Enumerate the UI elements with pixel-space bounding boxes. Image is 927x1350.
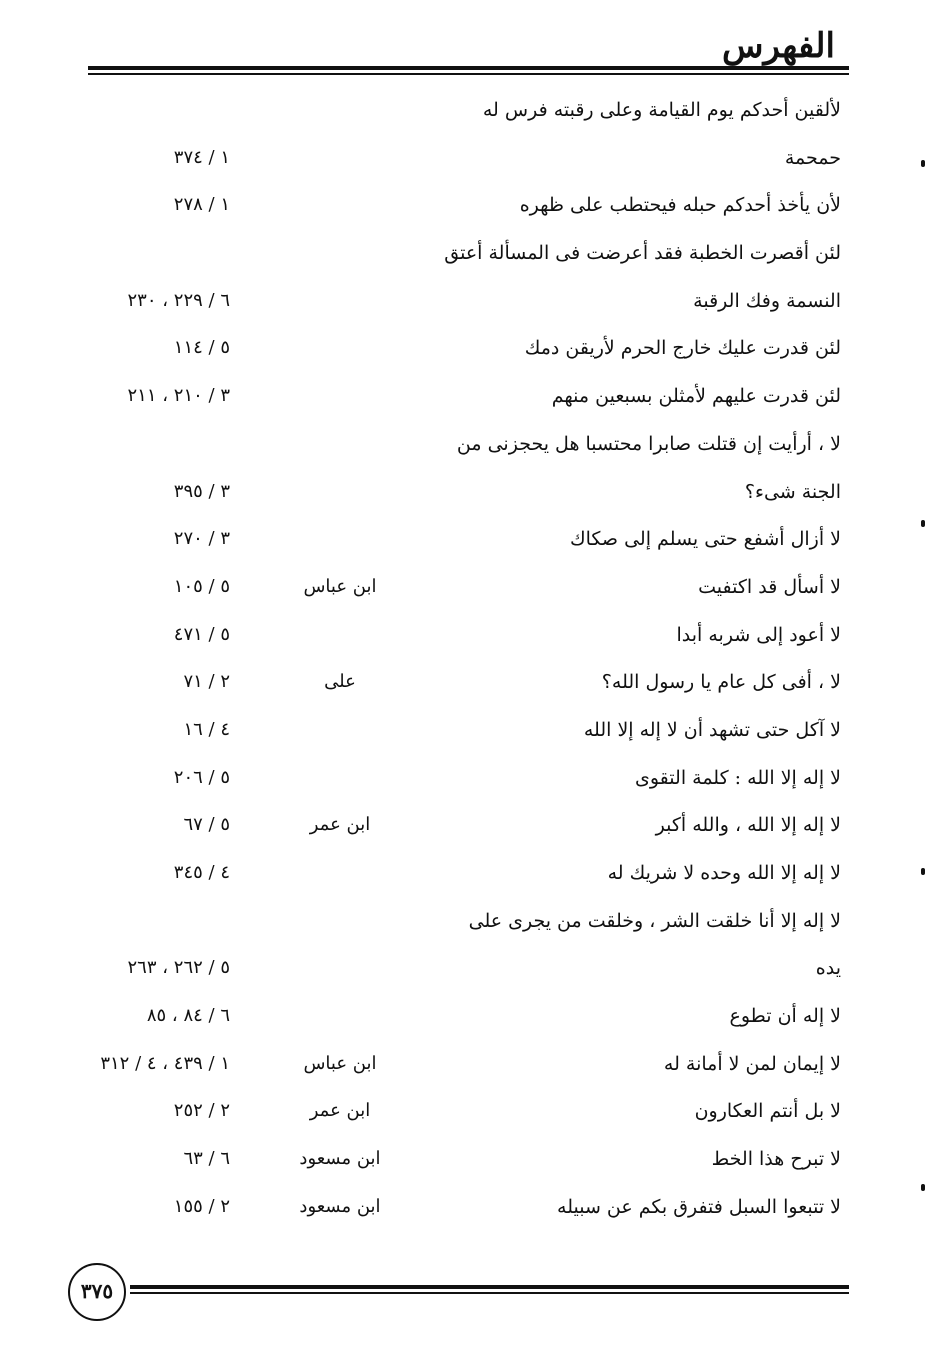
entry-narrator: ابن عمر	[309, 1100, 371, 1122]
entry-narrator: ابن مسعود	[299, 1195, 381, 1217]
entry-text: لئن أقصرت الخطبة فقد أعرضت فى المسألة أعتق	[444, 242, 841, 265]
index-entry	[0, 1139, 927, 1187]
entry-text: لئن قدرت عليك خارج الحرم لأريقن دمك	[524, 337, 841, 360]
entry-text: لا أسأل قد اكتفيت	[698, 575, 841, 598]
header-rule-thin	[88, 73, 849, 75]
index-entry	[0, 185, 927, 233]
footer-rule-thick	[130, 1285, 849, 1289]
entry-reference: ١ / ٢٧٨	[173, 194, 230, 216]
entry-narrator: ابن عمر	[309, 814, 371, 836]
header-rule-thick	[88, 66, 849, 70]
index-entry	[0, 710, 927, 758]
index-entry	[0, 233, 927, 281]
index-entry	[0, 662, 927, 710]
index-entry	[0, 853, 927, 901]
entry-reference: ٥ / ١٠٥	[173, 575, 230, 597]
index-entry	[0, 948, 927, 996]
entry-text: لا إله إلا الله وحده لا شريك له	[607, 862, 841, 884]
entry-reference: ٢ / ٧١	[183, 671, 230, 693]
entry-text: الجنة شىء؟	[744, 480, 841, 503]
index-entry	[0, 424, 927, 472]
index-entry	[0, 1091, 927, 1139]
index-entry	[0, 472, 927, 520]
entry-text: لا أزال أشفع حتى يسلم إلى صكاك	[569, 528, 841, 551]
index-entry	[0, 567, 927, 615]
entry-text: لا إله أن تطوع	[729, 1005, 841, 1028]
entry-reference: ٥ / ٢٠٦	[173, 766, 230, 788]
entry-text: لا آكل حتى تشهد أن لا إله إلا الله	[583, 718, 841, 741]
index-entry	[0, 138, 927, 186]
entry-reference: ١ / ٣٧٤	[173, 146, 230, 168]
entry-text: لئن قدرت عليهم لأمثلن بسبعين منهم	[551, 385, 841, 408]
entry-text: لا إله إلا الله : كلمة التقوى	[635, 766, 841, 789]
entry-reference: ٦ / ٦٣	[183, 1148, 230, 1170]
index-entry	[0, 1044, 927, 1092]
footer-rule-thin	[130, 1292, 849, 1294]
entry-reference: ٤ / ١٦	[183, 718, 230, 740]
entry-narrator: ابن عباس	[303, 1052, 377, 1074]
index-entry	[0, 901, 927, 949]
entry-reference: ٥ / ١١٤	[173, 337, 230, 359]
entry-reference: ٥ / ٢٦٢ ، ٢٦٣	[127, 957, 230, 979]
index-entry	[0, 519, 927, 567]
entry-text: لا إيمان لمن لا أمانة له	[663, 1052, 841, 1075]
entry-reference: ٥ / ٦٧	[183, 814, 230, 836]
index-entry	[0, 281, 927, 329]
entry-reference: ١ / ٤٣٩ ، ٤ / ٣١٢	[100, 1052, 230, 1074]
entry-text: لا بل أنتم العكارون	[694, 1100, 841, 1123]
entry-reference: ٢ / ٢٥٢	[173, 1100, 230, 1122]
entry-text: لا إله إلا الله ، والله أكبر	[655, 814, 841, 837]
entry-reference: ٣ / ٢٧٠	[173, 528, 230, 550]
index-entry	[0, 996, 927, 1044]
entry-narrator: ابن مسعود	[299, 1148, 381, 1170]
entry-text: لا ، أفى كل عام يا رسول الله؟	[601, 671, 841, 694]
entry-text: النسمة وفك الرقبة	[693, 289, 841, 312]
index-entry	[0, 805, 927, 853]
page-number: ٣٧٥	[68, 1263, 126, 1321]
index-entry	[0, 90, 927, 138]
entry-reference: ٦ / ٢٢٩ ، ٢٣٠	[127, 289, 230, 311]
entry-reference: ٣ / ٢١٠ ، ٢١١	[127, 385, 230, 407]
index-entry	[0, 615, 927, 663]
entry-text: لا أعود إلى شربه أبدا	[676, 623, 841, 646]
entry-text: لا ، أرأيت إن قتلت صابرا محتسبا هل يحجزنى من	[456, 432, 841, 455]
entry-text: لا تتبعوا السبل فتفرق بكم عن سبيله	[557, 1195, 841, 1218]
entry-reference: ٢ / ١٥٥	[173, 1195, 230, 1217]
entry-text: لا إله إلا أنا خلقت الشر ، وخلقت من يجرى على	[468, 909, 841, 932]
index-entry	[0, 1187, 927, 1235]
entry-reference: ٣ / ٣٩٥	[173, 480, 230, 502]
entry-reference: ٦ / ٨٤ ، ٨٥	[146, 1005, 230, 1027]
entry-narrator: على	[324, 671, 356, 693]
entry-text: لأن يأخذ أحدكم حبله فيحتطب على ظهره	[519, 194, 841, 217]
entry-reference: ٤ / ٣٤٥	[173, 862, 230, 883]
entry-text: لألقين أحدكم يوم القيامة وعلى رقبته فرس له	[482, 99, 841, 121]
entry-text: لا تبرح هذا الخط	[711, 1148, 841, 1171]
entry-text: حمحمة	[784, 146, 841, 169]
index-entry	[0, 376, 927, 424]
index-entry	[0, 758, 927, 806]
index-entries	[0, 90, 927, 1235]
entry-narrator: ابن عباس	[303, 575, 377, 597]
entry-reference: ٥ / ٤٧١	[173, 623, 230, 645]
page-title: الفهرس	[722, 26, 835, 66]
index-entry	[0, 328, 927, 376]
entry-text: يده	[815, 957, 841, 980]
